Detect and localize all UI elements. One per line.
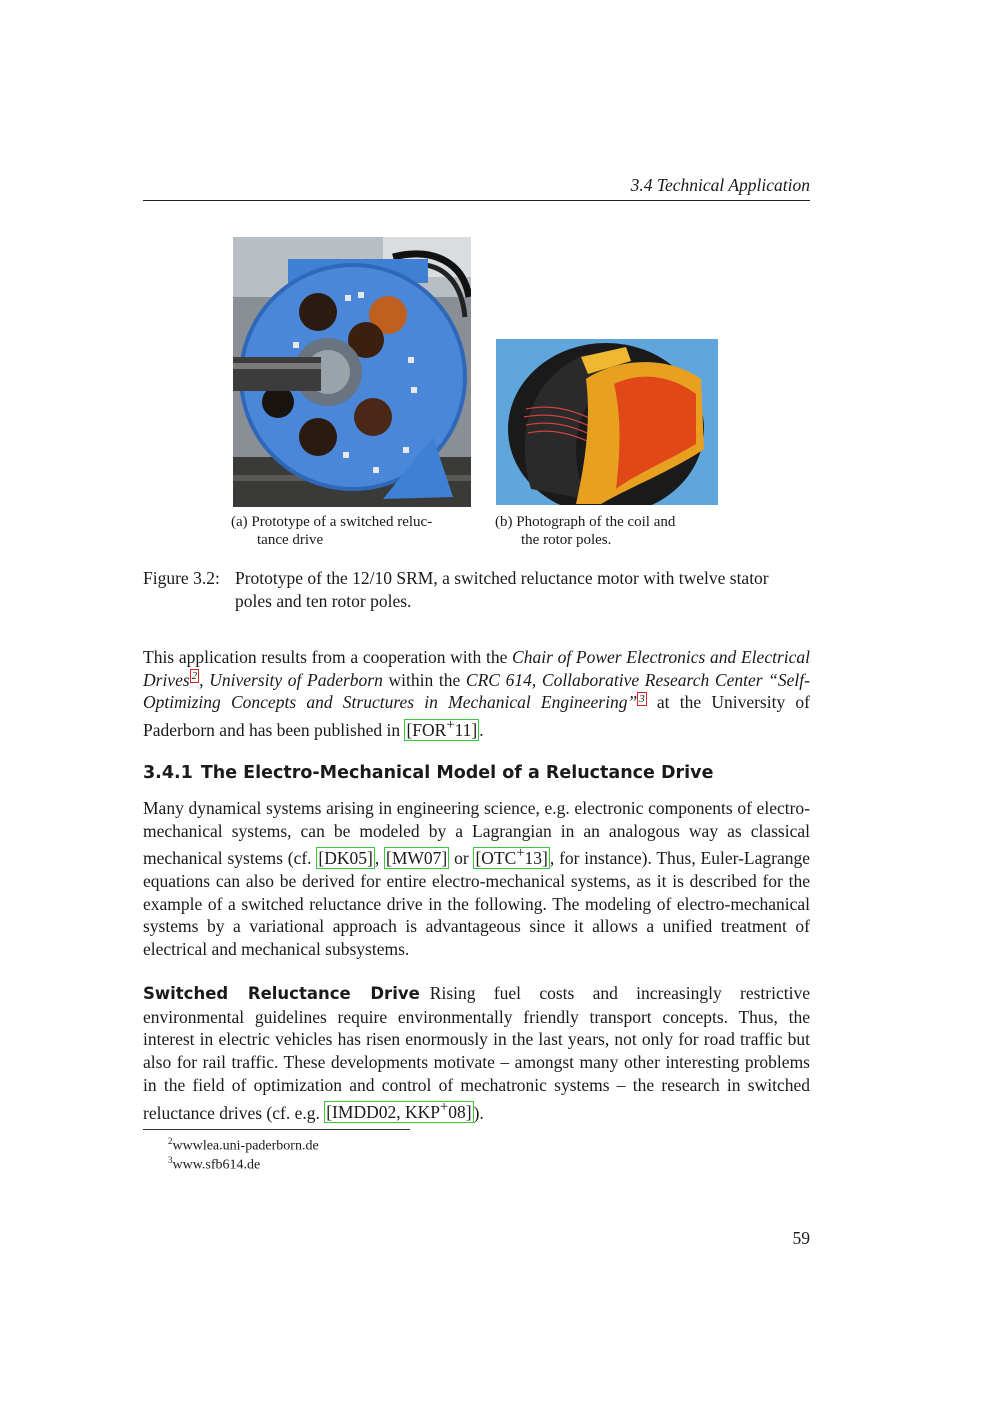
citation-text: [OTC (475, 848, 517, 869)
paragraph-switched-reluctance (143, 982, 810, 1124)
subcaption-a-label: (a) (231, 514, 248, 530)
intro-paragraph (143, 646, 810, 742)
intro-text: at the University of Paderborn and has been published in (143, 692, 810, 740)
intro-italic-chair: Chair of Power Electronics and Electrical Drives (143, 647, 810, 690)
paragraph-lagrangian (143, 797, 810, 961)
figure-image-coil (496, 339, 718, 505)
footnote-text[interactable]: www.sfb614.de (172, 1157, 261, 1173)
subcaption-a-line2: tance drive (257, 532, 324, 548)
footnote-mark: 2 (168, 1136, 173, 1146)
intro-text: within the (382, 669, 466, 690)
intro-text: . (479, 719, 484, 740)
citation-text: [FOR (406, 719, 447, 740)
citation-link-mw07[interactable]: [MW07] (386, 848, 448, 869)
intro-italic-university: , University of Paderborn (199, 669, 383, 690)
running-title: 3.4 Technical Application (630, 175, 810, 195)
citation-sup: + (516, 845, 525, 862)
paragraph-text: Many dynamical systems arising in engineering science, e.g. electronic components of electro-mechanical systems, can be modeled by a Lagrangian in an analogous way as classical mechanical systems (cf. (143, 798, 810, 869)
subcaption-b (495, 513, 720, 549)
footnote-ref-3[interactable]: 3 (639, 692, 645, 705)
citation-link-imdd02[interactable]: [IMDD02 (326, 1102, 397, 1123)
subcaption-b-label: (b) (495, 514, 513, 530)
subcaption-a (231, 513, 474, 549)
subcaption-b-line1: Photograph of the coil and (516, 514, 676, 530)
citation-text: 11] (454, 719, 478, 740)
figure-caption (143, 567, 810, 613)
runin-heading: Switched Reluctance Drive (143, 984, 420, 1003)
paragraph-text: or (449, 848, 474, 869)
page-number: 59 (792, 1228, 810, 1248)
citation-text: 13] (524, 848, 548, 869)
figure-caption-label: Figure 3.2: (143, 568, 220, 588)
paragraph-text: , for instance). Thus, Euler-Lagrange equations can also be derived for entire electro-mechanical systems, as it is described for the example of a switched reluctance drive in the following. The modeling of electro-mechanical systems by a variational approach is advantageous since it allows a unified treatment of electrical and mechanical subsystems. (143, 848, 810, 960)
subcaption-a-line1: Prototype of a switched reluc- (251, 514, 433, 530)
paragraph-text: ). (473, 1102, 484, 1123)
subcaption-b-line2: the rotor poles. (521, 532, 612, 548)
citation-separator: , (396, 1102, 405, 1123)
intro-italic-crc: CRC 614, Collaborative Research Center “Self-Optimizing Concepts and Structures in Mechanical Engineering” (143, 669, 810, 713)
footnote-text[interactable]: wwwlea.uni-paderborn.de (172, 1138, 319, 1154)
paragraph-text: Rising fuel costs and increasingly restrictive environmental guidelines require environmentally friendly transport concepts. Thus, the interest in electric vehicles has risen enormously in the last years, not only for road traffic but also for rail traffic. These developments motivate – amongst many other interesting problems in the field of optimization and control of mechatronic systems – the research in switched reluctance drives (cf. e.g. (143, 983, 810, 1123)
footnote-3 (168, 1151, 260, 1175)
figure-caption-text: Prototype of the 12/10 SRM, a switched reluctance motor with twelve stator poles and ten rotor poles. (235, 568, 769, 611)
citation-link-group[interactable] (324, 1101, 473, 1123)
section-title: The Electro-Mechanical Model of a Reluctance Drive (200, 763, 714, 783)
paragraph-text: , (374, 848, 385, 869)
footnote-mark: 3 (168, 1155, 173, 1165)
section-number: 3.4.1 (143, 763, 193, 783)
footnote-rule (143, 1129, 410, 1130)
figure-image-prototype (233, 237, 471, 507)
citation-sup: + (446, 717, 455, 734)
running-head (143, 174, 810, 201)
citation-link-for11[interactable] (404, 719, 479, 741)
citation-sup: + (440, 1099, 449, 1116)
citation-link-dk05[interactable]: [DK05] (318, 848, 373, 869)
footnote-ref-2[interactable]: 2 (191, 669, 198, 682)
section-heading (143, 762, 810, 784)
citation-link-kkp08[interactable]: KKP (404, 1102, 440, 1123)
citation-link-otc13[interactable] (473, 847, 549, 869)
citation-text: 08] (448, 1102, 472, 1123)
intro-text: This application results from a cooperation with the (143, 647, 513, 667)
